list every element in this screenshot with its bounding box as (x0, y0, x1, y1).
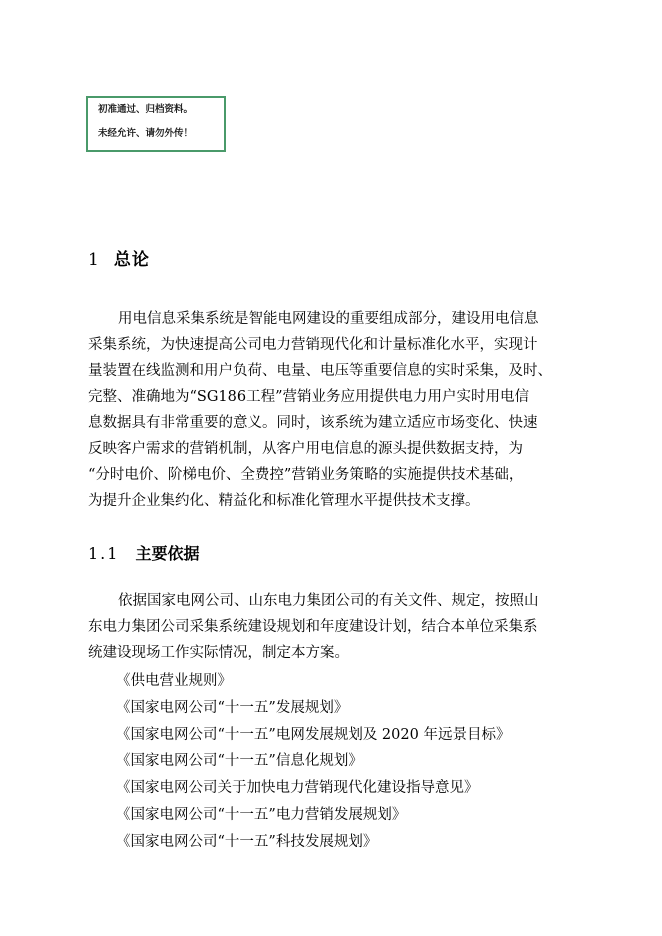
reference-item: 《国家电网公司“十一五”电网发展规划及 2020 年远景目标》 (116, 726, 511, 743)
reference-item: 《国家电网公司关于加快电力营销现代化建设指导意见》 (116, 780, 479, 797)
paragraph-line: 反映客户需求的营销机制，从客户用电信息的源头提供数据支持，为 (88, 441, 523, 457)
paragraph-line: 量装置在线监测和用户负荷、电量、电压等重要信息的实时采集，及时、 (88, 363, 552, 379)
section-1-1-title: 主要依据 (135, 544, 200, 563)
stamp-line-1: 初准通过、归档资料。 (98, 104, 194, 115)
paragraph-line: “分时电价、阶梯电价、全费控”营销业务策略的实施提供技术基础， (88, 467, 524, 483)
paragraph-line: 用电信息采集系统是智能电网建设的重要组成部分，建设用电信息 (118, 311, 539, 327)
section-1-paragraph (88, 306, 576, 514)
paragraph-line: 采集系统，为快速提高公司电力营销现代化和计量标准化水平，实现计 (88, 337, 538, 353)
reference-item: 《国家电网公司“十一五”科技发展规划》 (116, 833, 378, 850)
paragraph-line: 息数据具有非常重要的意义。同时，该系统为建立适应市场变化、快速 (88, 415, 538, 431)
reference-item: 《供电营业规则》 (116, 673, 232, 689)
paragraph-line: 依据国家电网公司、山东电力集团公司的有关文件、规定，按照山 (118, 593, 539, 609)
paragraph-line: 东电力集团公司采集系统建设规划和年度建设计划，结合本单位采集系 (88, 619, 538, 635)
stamp-line-2: 未经允许、请勿外传！ (98, 128, 194, 139)
section-1-1-paragraph (88, 588, 576, 666)
paragraph-line: 统建设现场工作实际情况，制定本方案。 (88, 645, 349, 661)
section-1-heading (88, 245, 150, 270)
reference-item: 《国家电网公司“十一五”电力营销发展规划》 (116, 806, 407, 823)
paragraph-line: 为提升企业集约化、精益化和标准化管理水平提供技术支撑。 (88, 493, 480, 509)
approval-stamp (86, 96, 226, 152)
reference-item: 《国家电网公司“十一五”发展规划》 (116, 699, 349, 716)
section-1-title: 总论 (113, 250, 150, 270)
section-1-number: 1 (88, 250, 100, 270)
section-1-1-number: 1.1 (88, 544, 120, 563)
reference-list (116, 668, 510, 856)
paragraph-line: 完整、准确地为“SG186工程”营销业务应用提供电力用户实时用电信 (88, 389, 530, 405)
section-1-1-heading (88, 541, 199, 564)
reference-item: 《国家电网公司“十一五”信息化规划》 (116, 753, 363, 770)
